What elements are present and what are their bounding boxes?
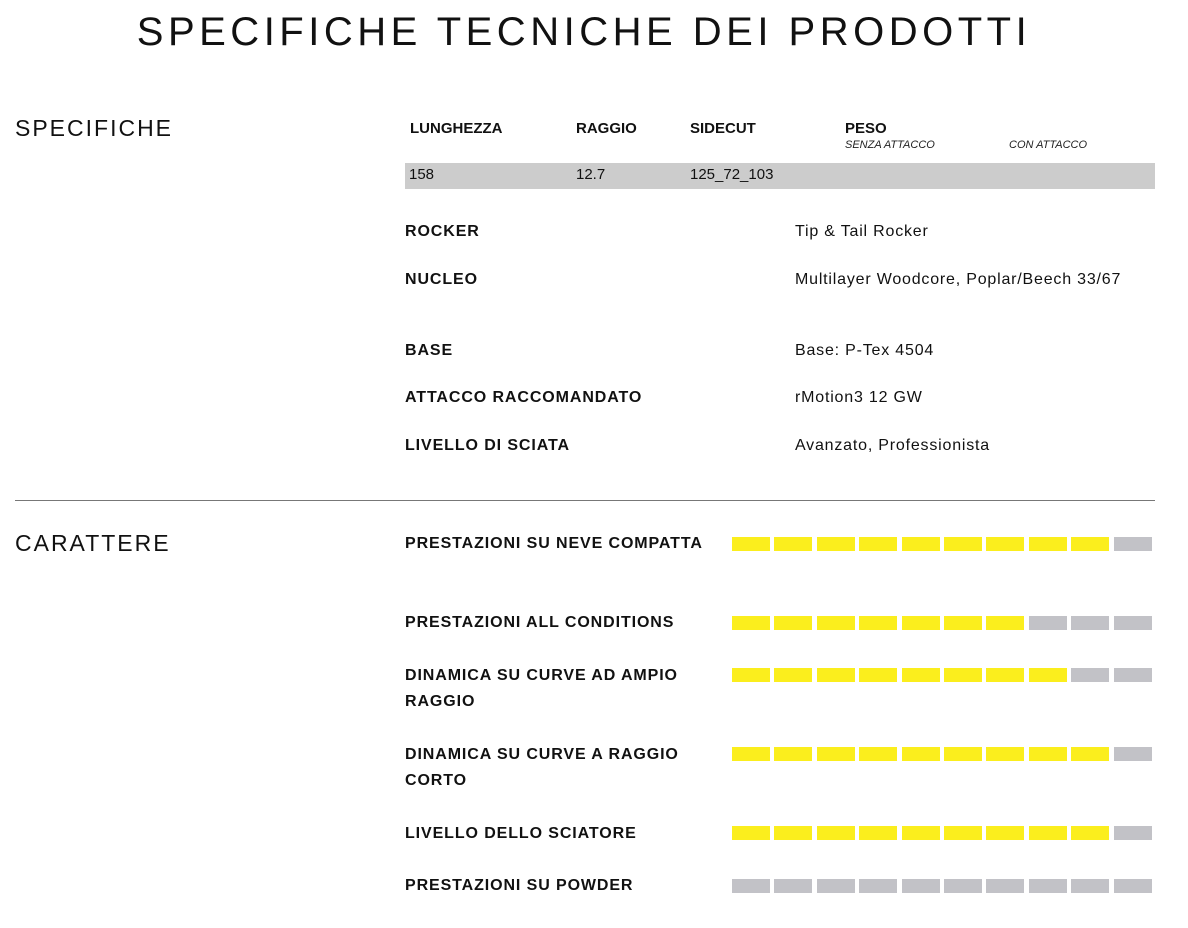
rating-label-hardpack: PRESTAZIONI SU NEVE COMPATTA — [405, 535, 703, 552]
rating-segment-filled — [774, 537, 812, 551]
rating-segment-filled — [986, 537, 1024, 551]
rating-segment-filled — [817, 537, 855, 551]
rating-segment-filled — [732, 826, 770, 840]
rating-segment-filled — [1071, 537, 1109, 551]
rating-segment-filled — [774, 826, 812, 840]
rating-segment-empty — [1114, 826, 1152, 840]
rating-segment-empty — [1071, 879, 1109, 893]
spec-base-value: Base: P-Tex 4504 — [795, 342, 935, 359]
rating-segment-empty — [986, 879, 1024, 893]
rating-label-long-turns: DINAMICA SU CURVE AD AMPIO RAGGIO — [405, 667, 678, 710]
rating-segment-filled — [944, 616, 982, 630]
rating-segment-empty — [1114, 537, 1152, 551]
rating-segment-empty — [1029, 616, 1067, 630]
rating-segment-filled — [902, 826, 940, 840]
header-radius: RAGGIO — [576, 120, 637, 137]
rating-segment-filled — [944, 826, 982, 840]
spec-rocker-value: Tip & Tail Rocker — [795, 223, 929, 240]
rating-segment-empty — [1114, 879, 1152, 893]
header-weight-with-binding: CON ATTACCO — [1009, 139, 1088, 151]
rating-segment-filled — [817, 668, 855, 682]
rating-segment-filled — [1071, 826, 1109, 840]
rating-segment-empty — [732, 879, 770, 893]
rating-segment-filled — [944, 747, 982, 761]
rating-segment-filled — [817, 826, 855, 840]
rating-segment-filled — [986, 747, 1024, 761]
rating-segment-filled — [944, 537, 982, 551]
rating-segment-filled — [902, 747, 940, 761]
rating-segment-filled — [859, 537, 897, 551]
rating-segment-empty — [1114, 747, 1152, 761]
character-heading: CARATTERE — [15, 530, 171, 556]
rating-segment-filled — [859, 826, 897, 840]
rating-segment-empty — [1071, 668, 1109, 682]
spec-binding-label: ATTACCO RACCOMANDATO — [405, 389, 643, 406]
section-divider — [15, 500, 1155, 501]
rating-segment-filled — [1029, 668, 1067, 682]
rating-segment-filled — [732, 747, 770, 761]
spec-base-label: BASE — [405, 342, 454, 359]
rating-segment-filled — [1071, 747, 1109, 761]
rating-segment-empty — [1071, 616, 1109, 630]
rating-segment-empty — [902, 879, 940, 893]
spec-binding-value: rMotion3 12 GW — [795, 389, 923, 406]
rating-segment-filled — [986, 616, 1024, 630]
rating-segment-empty — [774, 879, 812, 893]
header-length: LUNGHEZZA — [410, 120, 503, 137]
rating-segment-filled — [774, 616, 812, 630]
rating-segment-filled — [732, 616, 770, 630]
rating-segment-empty — [944, 879, 982, 893]
rating-label-powder: PRESTAZIONI SU POWDER — [405, 877, 634, 894]
size-length: 158 — [409, 166, 435, 183]
rating-segment-filled — [986, 826, 1024, 840]
rating-segment-filled — [1029, 747, 1067, 761]
size-radius: 12.7 — [576, 166, 606, 183]
rating-label-short-turns: DINAMICA SU CURVE A RAGGIO CORTO — [405, 746, 679, 789]
rating-segment-empty — [1114, 616, 1152, 630]
header-weight: PESO — [845, 120, 887, 137]
rating-label-skier-level: LIVELLO DELLO SCIATORE — [405, 825, 637, 842]
spec-core-value: Multilayer Woodcore, Poplar/Beech 33/67 — [795, 271, 1122, 288]
header-sidecut: SIDECUT — [690, 120, 756, 137]
rating-segment-filled — [1029, 826, 1067, 840]
spec-rocker-label: ROCKER — [405, 223, 480, 240]
rating-segment-empty — [817, 879, 855, 893]
rating-segment-filled — [774, 668, 812, 682]
spec-skill-label: LIVELLO DI SCIATA — [405, 437, 570, 454]
rating-segment-filled — [1029, 537, 1067, 551]
rating-segment-filled — [817, 616, 855, 630]
rating-segment-filled — [817, 747, 855, 761]
rating-segment-filled — [774, 747, 812, 761]
size-row — [405, 163, 1155, 189]
rating-segment-filled — [902, 537, 940, 551]
rating-segment-filled — [944, 668, 982, 682]
spec-core-label: NUCLEO — [405, 271, 478, 288]
rating-segment-filled — [859, 747, 897, 761]
rating-segment-empty — [1114, 668, 1152, 682]
rating-segment-empty — [859, 879, 897, 893]
rating-segment-empty — [1029, 879, 1067, 893]
rating-segment-filled — [732, 537, 770, 551]
rating-label-all-conditions: PRESTAZIONI ALL CONDITIONS — [405, 614, 675, 631]
rating-segment-filled — [902, 668, 940, 682]
size-sidecut: 125_72_103 — [690, 166, 774, 183]
page-title: SPECIFICHE TECNICHE DEI PRODOTTI — [136, 10, 1032, 54]
specs-heading: SPECIFICHE — [15, 115, 174, 141]
spec-skill-value: Avanzato, Professionista — [795, 437, 991, 454]
rating-segment-filled — [859, 616, 897, 630]
rating-segment-filled — [859, 668, 897, 682]
rating-segment-filled — [986, 668, 1024, 682]
header-weight-without-binding: SENZA ATTACCO — [845, 139, 935, 151]
rating-segment-filled — [732, 668, 770, 682]
rating-segment-filled — [902, 616, 940, 630]
